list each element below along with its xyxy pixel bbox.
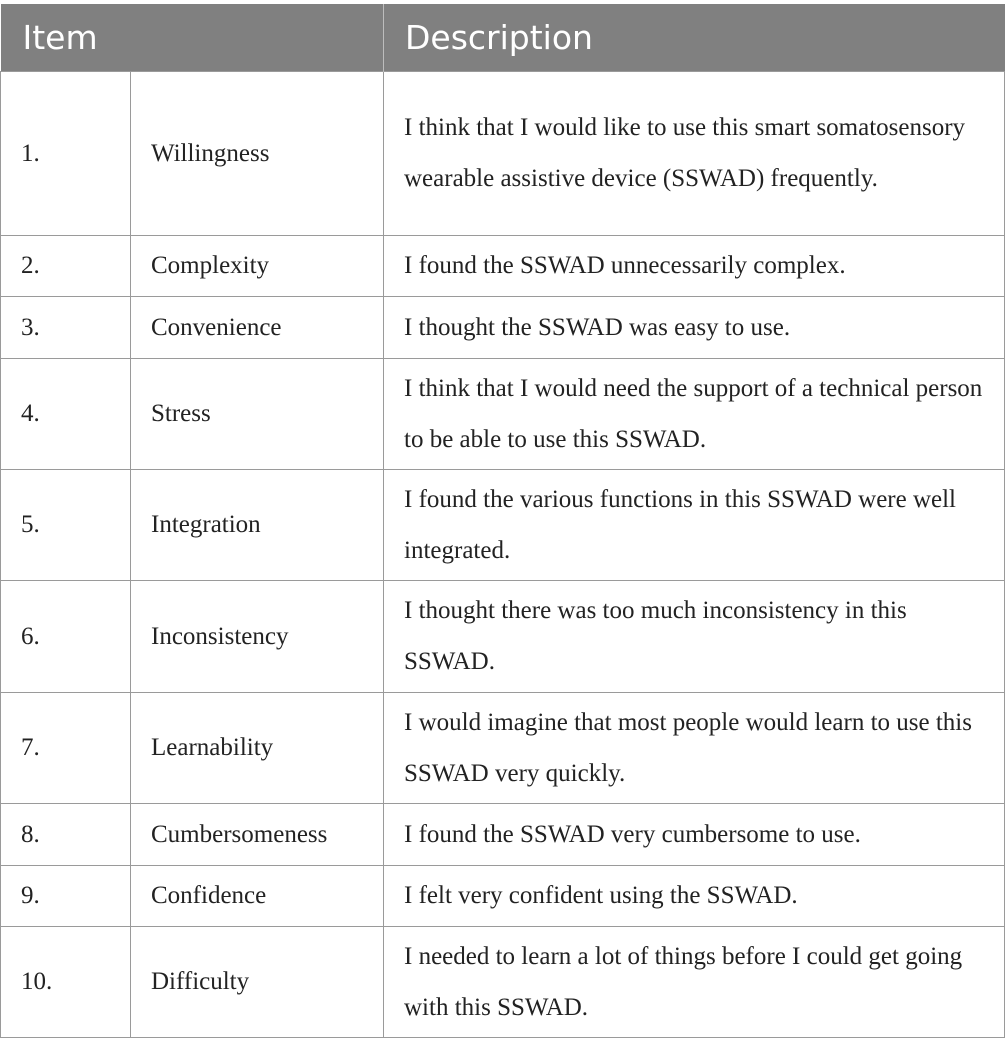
row-name: Stress bbox=[131, 358, 384, 469]
table-row bbox=[1, 235, 1005, 296]
row-number: 6. bbox=[1, 580, 131, 692]
row-name: Integration bbox=[131, 469, 384, 580]
table-row bbox=[1, 469, 1005, 580]
row-description: I found the SSWAD unnecessarily complex. bbox=[384, 235, 1005, 296]
row-description: I thought the SSWAD was easy to use. bbox=[384, 296, 1005, 358]
row-number: 3. bbox=[1, 296, 131, 358]
row-number: 1. bbox=[1, 71, 131, 235]
table-row bbox=[1, 692, 1005, 803]
table-header bbox=[1, 4, 1005, 71]
table-row bbox=[1, 865, 1005, 926]
row-name: Confidence bbox=[131, 865, 384, 926]
row-number: 9. bbox=[1, 865, 131, 926]
row-name: Difficulty bbox=[131, 926, 384, 1037]
row-name: Complexity bbox=[131, 235, 384, 296]
row-description: I would imagine that most people would learn to use this SSWAD very quickly. bbox=[384, 692, 1005, 803]
row-number: 10. bbox=[1, 926, 131, 1037]
row-name: Convenience bbox=[131, 296, 384, 358]
row-description: I found the various functions in this SSWAD were well integrated. bbox=[384, 469, 1005, 580]
row-description: I felt very confident using the SSWAD. bbox=[384, 865, 1005, 926]
table-row bbox=[1, 358, 1005, 469]
row-number: 7. bbox=[1, 692, 131, 803]
sus-items-table bbox=[0, 4, 1005, 1038]
header-description: Description bbox=[384, 4, 1005, 71]
row-number: 4. bbox=[1, 358, 131, 469]
row-number: 8. bbox=[1, 803, 131, 865]
row-description: I think that I would like to use this smart somatosensory wearable assistive device (SSWAD) frequently. bbox=[384, 71, 1005, 235]
header-item: Item bbox=[1, 4, 384, 71]
row-description: I found the SSWAD very cumbersome to use. bbox=[384, 803, 1005, 865]
table-body bbox=[1, 71, 1005, 1037]
header-row bbox=[1, 4, 1005, 71]
table-row bbox=[1, 71, 1005, 235]
table-row bbox=[1, 803, 1005, 865]
table-row bbox=[1, 926, 1005, 1037]
row-description: I think that I would need the support of a technical person to be able to use this SSWAD. bbox=[384, 358, 1005, 469]
row-name: Cumbersomeness bbox=[131, 803, 384, 865]
row-name: Learnability bbox=[131, 692, 384, 803]
row-description: I thought there was too much inconsistency in this SSWAD. bbox=[384, 580, 1005, 692]
row-description: I needed to learn a lot of things before I could get going with this SSWAD. bbox=[384, 926, 1005, 1037]
sus-items-table-container bbox=[0, 4, 1004, 1038]
row-number: 5. bbox=[1, 469, 131, 580]
row-name: Inconsistency bbox=[131, 580, 384, 692]
row-name: Willingness bbox=[131, 71, 384, 235]
table-row bbox=[1, 296, 1005, 358]
row-number: 2. bbox=[1, 235, 131, 296]
table-row bbox=[1, 580, 1005, 692]
